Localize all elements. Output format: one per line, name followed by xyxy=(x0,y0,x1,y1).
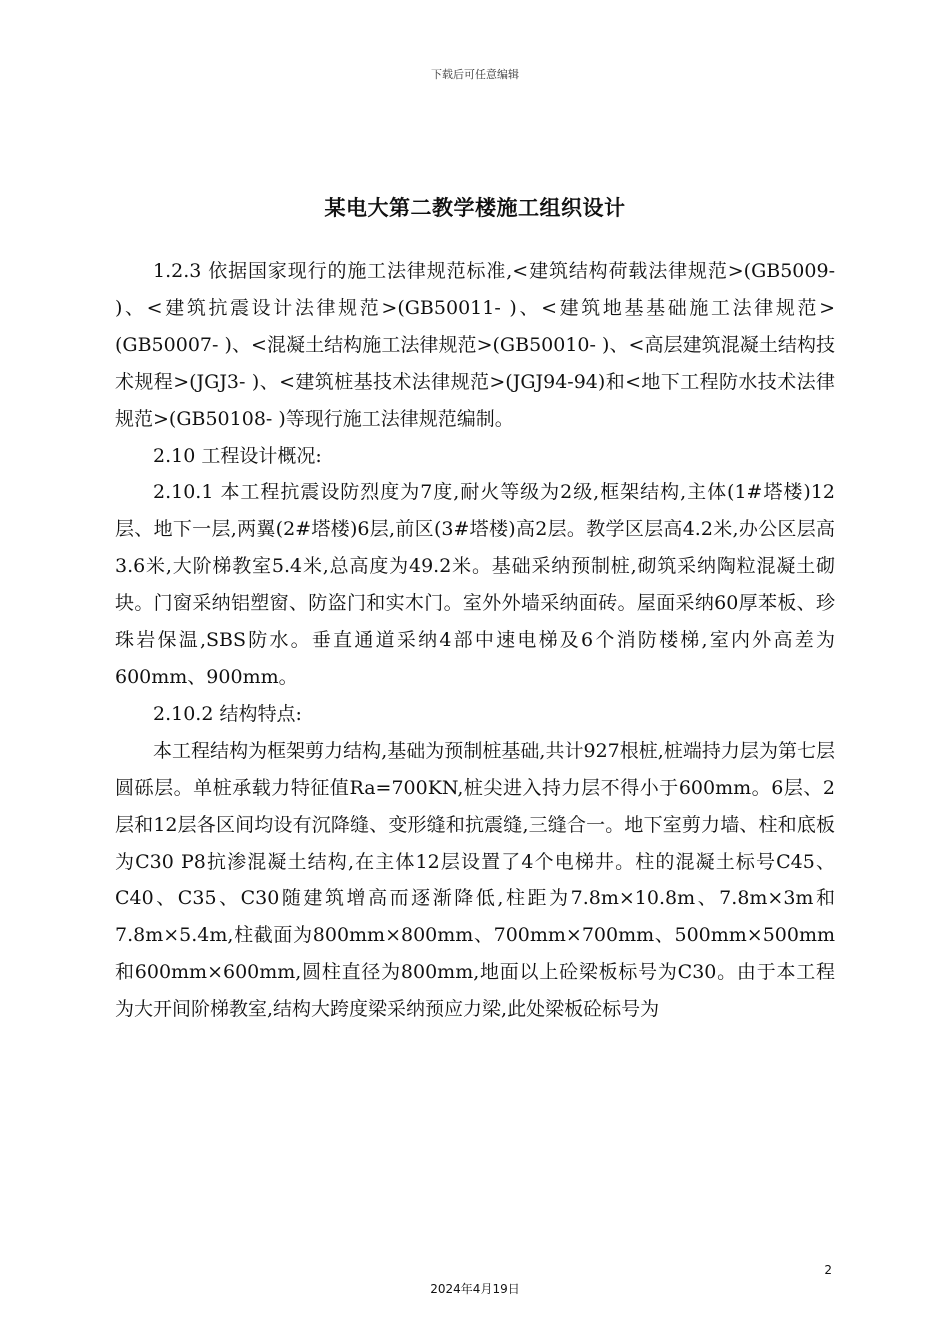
paragraph-structural-features: 本工程结构为框架剪力结构,基础为预制桩基础,共计927根桩,桩端持力层为第七层圆砾层。单桩承载力特征值Ra=700KN,桩尖进入持力层不得小于600mm。6层、2层和12层各区间均设有沉降缝、变形缝和抗震缝,三缝合一。地下室剪力墙、柱和底板为C30 P8抗渗混凝土结构,在主体12层设置了4个电梯井。柱的混凝土标号C45、C40、C35、C30随建筑增高而逐渐降低,柱距为7.8m×10.8m、7.8m×3m和7.8m×5.4m,柱截面为800mm×800mm、700mm×700mm、500mm×500mm和600mm×600mm,圆柱直径为800mm,地面以上砼梁板标号为C30。由于本工程为大开间阶梯教室,结构大跨度梁采纳预应力梁,此处梁板砼标号为 xyxy=(115,739,835,1021)
heading-project-design-overview: 2.10 工程设计概况: xyxy=(153,444,322,467)
paragraph-design-overview: 2.10.1 本工程抗震设防烈度为7度,耐火等级为2级,框架结构,主体(1#塔楼)12层、地下一层,两翼(2#塔楼)6层,前区(3#塔楼)高2层。教学区层高4.2米,办公区层高3.6米,大阶梯教室5.4米,总高度为49.2米。基础采纳预制桩,砌筑采纳陶粒混凝土砌块。门窗采纳铝塑窗、防盗门和实木门。室外外墙采纳面砖。屋面采纳60厚苯板、珍珠岩保温,SBS防水。垂直通道采纳4部中速电梯及6个消防楼梯,室内外高差为600mm、900mm。 xyxy=(115,481,835,688)
document-body xyxy=(115,253,835,1028)
page-header-note: 下载后可任意编辑 xyxy=(431,68,519,81)
heading-structural-features: 2.10.2 结构特点: xyxy=(153,702,302,725)
page-number: 2 xyxy=(824,1263,832,1277)
footer-date: 2024年4月19日 xyxy=(430,1282,520,1296)
document-title: 某电大第二教学楼施工组织设计 xyxy=(324,196,626,220)
paragraph-regulations: 1.2.3 依据国家现行的施工法律规范标准,<建筑结构荷载法律规范>(GB5009- )、<建筑抗震设计法律规范>(GB50011- )、<建筑地基基础施工法律规范>(GB50007- )、<混凝土结构施工法律规范>(GB50010- )、<高层建筑混凝土结构技术规程>(JGJ3- )、<建筑桩基技术法律规范>(JGJ94-94)和<地下工程防水技术法律规范>(GB50108- )等现行施工法律规范编制。 xyxy=(115,260,835,430)
